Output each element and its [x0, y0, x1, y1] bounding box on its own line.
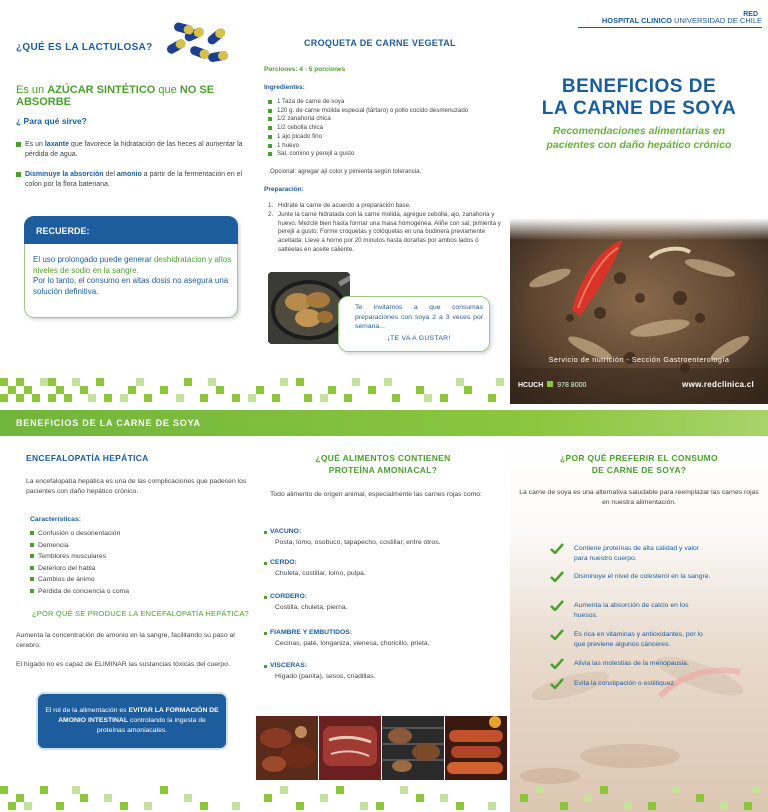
category-items: Posta, lomo, osobuco, tapapecho, costillar, entre otros.: [275, 539, 441, 546]
hcuch-label: HCUCH: [518, 382, 544, 389]
alimentos-title-line: ¿QUÉ ALIMENTOS CONTIENEN: [315, 453, 451, 463]
list-item: [268, 202, 504, 211]
preparacion-heading: Preparación:: [264, 186, 304, 193]
cover-subtitle-line: Recomendaciones alimentarias en: [552, 125, 726, 137]
list-item: Confusión o desorientación: [30, 528, 129, 540]
list-item: [548, 544, 714, 563]
invite-text: Te invitamos a que consumas preparaciones con soya 2 a 3 veces por semana...: [355, 304, 483, 330]
caracteristicas-list: [30, 528, 129, 598]
cover-subtitle-line: pacientes con daño hepático crónico: [546, 139, 732, 151]
rol-text: controlando la ingesta de proteínas amoniacales.: [96, 717, 206, 734]
porque-paragraph: Aumenta la concentración de amonio en la sangre, facilitando su paso al cerebro.: [16, 632, 235, 649]
benefit-text: Evita la constipación o estiitiquez.: [574, 680, 676, 687]
invite-box: [338, 296, 490, 352]
cover-contact: [518, 381, 586, 389]
cover-title: [510, 76, 768, 120]
cover-title-line: BENEFICIOS DE: [561, 76, 717, 97]
preparacion-steps: [268, 202, 504, 255]
panel-lactulosa: [0, 0, 256, 406]
pills-icon: [160, 20, 230, 68]
list-item: [548, 572, 714, 582]
list-item: [268, 211, 504, 255]
list-item: Demencia: [30, 540, 129, 552]
porque-heading: ¿POR QUÉ SE PRODUCE LA ENCEFALOPATÍA HEPÁTICA?: [32, 609, 249, 618]
preferir-title: [510, 452, 768, 476]
benefit-text: Disminuye el nivel de colesterol en la sangre.: [574, 573, 711, 580]
check-icon: [550, 658, 564, 669]
croqueta-title: CROQUETA DE CARNE VEGETAL: [304, 38, 456, 48]
preferir-title-line: DE CARNE DE SOYA?: [591, 465, 687, 475]
category-label: CORDERO:: [270, 593, 308, 600]
phone-icon: [547, 381, 553, 387]
meat-photo: [256, 716, 318, 780]
category-items: Hígado (panita), sesos, criadillas.: [275, 673, 376, 680]
bullet-bold: amonio: [116, 171, 142, 178]
meat-photo-strip: [256, 716, 510, 780]
logo-hospital: HOSPITAL CLINICO: [601, 16, 672, 25]
ingredientes-heading: Ingredientes:: [264, 84, 305, 91]
check-icon: [550, 543, 564, 554]
meat-photo: [319, 716, 381, 780]
bullet-text: que favorece la hidratación de las heces al aumentar la pérdida de agua.: [25, 141, 243, 158]
step-number: 1.: [268, 202, 274, 209]
list-item: 1 huevo: [268, 142, 508, 151]
category-label: FIAMBRE Y EMBUTIDOS:: [270, 629, 353, 636]
lactulosa-bullet: [16, 140, 248, 160]
sugar-mid: que: [155, 84, 180, 96]
lactulosa-title: ¿QUÉ ES LA LACTULOSA?: [16, 42, 153, 53]
alimentos-intro: Todo alimento de origen animal, especialmente las carnes rojas como:: [270, 491, 482, 498]
rol-alimentacion-box: [36, 692, 228, 750]
list-item: Cambios de ánimo: [30, 574, 129, 586]
meat-photo: [382, 716, 444, 780]
encefalopatia-intro: La encefalopatía hepática es una de las complicaciones que padecen los pacientes con daño hepático crónico.: [26, 478, 247, 495]
logo-red-text: RED: [743, 11, 758, 18]
benefit-text: Es rica en vitaminas y antioxidantes, por lo que previene algunos cánceres.: [574, 631, 703, 648]
list-item: 1 ajo picado fino: [268, 133, 508, 142]
list-item: Sal, comino y perejil a gusto: [268, 150, 508, 159]
porciones: Porciones: 4 - 5 porciones: [264, 66, 346, 73]
check-icon: [550, 600, 564, 611]
benefit-text: Contiene proteínas de alta calidad y valor para nuestro cuerpo.: [574, 545, 700, 562]
recuerde-highlight: deshidratacion y altos niveles de sodio en la sangre.: [33, 255, 232, 275]
cover-subtitle: [510, 124, 768, 152]
list-item: Pérdida de conciencia o coma: [30, 586, 129, 598]
category-items: Chuleta, costillar, lomo, pulpa.: [275, 570, 366, 577]
lactulosa-bullet: [16, 170, 248, 190]
bullet-text: del: [103, 171, 117, 178]
caracteristicas-heading: Características:: [30, 516, 82, 523]
sugar-bold-1: AZÚCAR SINTÉTICO: [47, 84, 156, 96]
check-icon: [550, 678, 564, 689]
rol-text: El rol de la alimentación es: [45, 707, 129, 714]
check-icon: [550, 571, 564, 582]
invite-tagline: ¡TE VA A GUSTAR!: [387, 334, 451, 342]
sugar-pre: Es un: [16, 84, 48, 96]
bullet-text: Es un: [25, 141, 45, 148]
logo-university: UNIVERSIDAD DE CHILE: [671, 16, 762, 25]
bullet-bold: Disminuye la absorción: [25, 171, 104, 178]
encefalopatia-title: ENCEFALOPATÍA HEPÁTICA: [26, 453, 149, 463]
step-number: 2.: [268, 210, 274, 218]
recuerde-text: Por lo tanto, el consumo en altas dosis no asegura una solución definitiva.: [33, 276, 229, 296]
list-item: [548, 679, 714, 689]
list-item: Deterioro del habla: [30, 563, 129, 575]
panel-croqueta: [256, 0, 510, 406]
sugar-statement: [16, 84, 256, 108]
list-item: Temblores musculares: [30, 551, 129, 563]
benefit-text: Alivia las molestias de la menopausia.: [574, 660, 689, 667]
soy-dish-photo: [510, 218, 768, 404]
benefit-text: Aumenta la absorción de calcio en los huesos.: [574, 602, 689, 619]
preferir-intro: La carne de soya es una alternativa saludable para reemplazar las carnes rojas en nuestra alimentación.: [519, 489, 759, 506]
alimentos-title-line: PROTEÍNA AMONIACAL?: [328, 465, 438, 475]
para-que-heading: ¿ Para qué sirve?: [16, 116, 87, 126]
recuerde-body: [33, 255, 235, 297]
cover-service-text: Servicio de nutrición - Sección Gastroenterología: [548, 355, 730, 364]
section-band: [0, 410, 768, 436]
logo-divider: [578, 27, 762, 28]
band-title: BENEFICIOS DE LA CARNE DE SOYA: [16, 418, 201, 428]
website-link[interactable]: www.redclinica.cl: [682, 380, 754, 389]
step-text: Junte la carne hidratada con la carne molida, agregue cebolla, ajo, zanahoria y huevo. Mezcle bien hasta formar una masa homogénea. Aliñe con sal, pimienta y perejil a gusto. Forme croquetas y colóquelas en una budinera previamente aceitada. Lleve a horno por 20 minutos hasta dorarlas por ambos lados ó saltéelas en aceite caliente.: [278, 210, 501, 253]
recuerde-text: El uso prolongado puede generar: [33, 255, 154, 264]
bullet-text: a partir de la fermentación en el colon por la flora bateriana.: [25, 171, 243, 188]
ingredientes-list: [268, 98, 508, 159]
category-items: Costilla, chuleta, pierna.: [275, 604, 348, 611]
alimentos-title: [256, 452, 510, 476]
bullet-bold: laxante: [44, 141, 69, 148]
phone-number: 978 8000: [557, 382, 587, 389]
list-item: [548, 630, 714, 649]
category-label: VISCERAS:: [270, 662, 308, 669]
list-item: 1/2 zanahoria chica: [268, 115, 508, 124]
category-items: Cecinas, paté, longaniza, vienesa, choricillo, prieta.: [275, 640, 430, 647]
checker-decoration: [0, 786, 768, 812]
hospital-logo: [602, 16, 762, 25]
meat-photo: [445, 716, 507, 780]
list-item: 120 g. de carne molida especial (tártaro) o pollo cocido desmenuzado: [268, 107, 508, 116]
list-item: 1/2 cebolla chica: [268, 124, 508, 133]
preferir-title-line: ¿POR QUÉ PREFERIR EL CONSUMO: [560, 453, 718, 463]
list-item: [548, 601, 714, 620]
category-label: CERDO:: [270, 559, 297, 566]
checker-decoration: [0, 378, 510, 406]
category-label: VACUNO:: [270, 528, 302, 535]
panel-cover: [510, 0, 768, 406]
opcional-note: Opcional: agregar ají color y pimienta según tolerancia.: [270, 168, 422, 175]
check-icon: [550, 629, 564, 640]
list-item: [548, 659, 714, 669]
rol-bold: EVITAR LA FORMACIÓN DE AMONIO INTESTINAL: [58, 707, 219, 724]
list-item: 1 Taza de carne de soya: [268, 98, 508, 107]
cover-title-line: LA CARNE DE SOYA: [541, 98, 737, 119]
step-text: Hidrate la carne de acuerdo a preparación base.: [278, 202, 411, 209]
recuerde-title: RECUERDE:: [24, 216, 238, 244]
porque-paragraph: El hígado no es capaz de ELIMINAR las sustancias tóxicas del cuerpo.: [16, 661, 230, 668]
sugar-bold-2: NO SE ABSORBE: [16, 84, 215, 108]
recuerde-box: [24, 216, 238, 318]
